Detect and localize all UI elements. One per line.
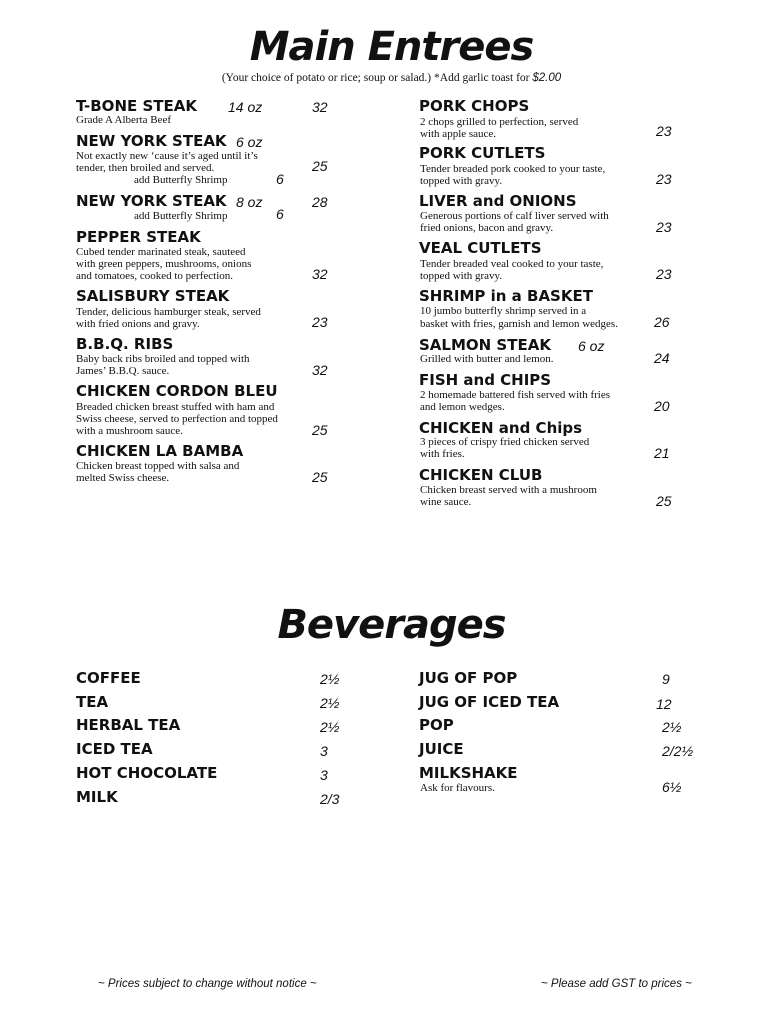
entree-name: CHICKEN CORDON BLEU bbox=[76, 382, 278, 400]
beverage-price: 2½ bbox=[320, 695, 340, 711]
entree-name: CHICKEN CLUB bbox=[419, 466, 543, 484]
entree-price: 28 bbox=[312, 194, 328, 210]
footer-price-notice: ~ Prices subject to change without notice ~ bbox=[98, 978, 317, 990]
entree-name: FISH and CHIPS bbox=[419, 371, 552, 389]
beverage-name: POP bbox=[419, 716, 454, 734]
beverages-title: Beverages bbox=[277, 602, 506, 648]
entree-size: 6 oz bbox=[236, 134, 263, 150]
entree-addon: add Butterfly Shrimp bbox=[134, 174, 228, 186]
entree-name: CHICKEN and Chips bbox=[419, 419, 583, 437]
entree-name: T-BONE STEAK bbox=[76, 97, 197, 115]
entree-desc: with a mushroom sauce. bbox=[76, 425, 183, 437]
beverage-price: 2½ bbox=[320, 719, 340, 735]
entree-name: NEW YORK STEAK bbox=[76, 192, 227, 210]
entree-desc: wine sauce. bbox=[420, 496, 472, 508]
entree-desc: Breaded chicken breast stuffed with ham and bbox=[76, 401, 275, 413]
entree-price: 25 bbox=[312, 469, 328, 485]
footer-gst-notice: ~ Please add GST to prices ~ bbox=[541, 978, 692, 990]
entree-price: 23 bbox=[656, 123, 672, 139]
entree-price: 23 bbox=[656, 219, 672, 235]
entree-name: PORK CHOPS bbox=[419, 97, 530, 115]
beverage-name: JUICE bbox=[419, 740, 464, 758]
entree-desc: Not exactly new ‘cause it’s aged until it’s bbox=[76, 150, 258, 162]
entree-name: SALISBURY STEAK bbox=[76, 287, 230, 305]
entree-price: 24 bbox=[654, 350, 670, 366]
entree-desc: 2 homemade battered fish served with fries bbox=[420, 389, 610, 401]
entree-name: SHRIMP in a BASKET bbox=[419, 287, 593, 305]
beverage-price: 2½ bbox=[320, 671, 340, 687]
entree-desc: Baby back ribs broiled and topped with bbox=[76, 353, 250, 365]
entree-desc: Grade A Alberta Beef bbox=[76, 114, 171, 126]
entree-desc: Chicken breast served with a mushroom bbox=[420, 484, 597, 496]
entree-desc: Tender, delicious hamburger steak, served bbox=[76, 306, 261, 318]
entree-price: 21 bbox=[654, 445, 670, 461]
entree-addon: add Butterfly Shrimp bbox=[134, 210, 228, 222]
entree-desc: Chicken breast topped with salsa and bbox=[76, 460, 240, 472]
beverage-name: COFFEE bbox=[76, 669, 141, 687]
entree-price: 32 bbox=[312, 99, 328, 115]
beverage-price: 6½ bbox=[662, 779, 682, 795]
beverage-desc: Ask for flavours. bbox=[420, 782, 495, 794]
entree-price: 23 bbox=[656, 266, 672, 282]
entree-name: SALMON STEAK bbox=[419, 336, 551, 354]
beverage-name: TEA bbox=[76, 693, 109, 711]
entree-desc: and lemon wedges. bbox=[420, 401, 505, 413]
beverage-price: 9 bbox=[662, 671, 670, 687]
entree-price: 32 bbox=[312, 362, 328, 378]
beverage-price: 12 bbox=[656, 696, 672, 712]
entree-price: 20 bbox=[654, 398, 670, 414]
entree-desc: 10 jumbo butterfly shrimp served in a bbox=[420, 305, 587, 317]
beverage-name: JUG OF ICED TEA bbox=[419, 693, 560, 711]
beverage-price: 3 bbox=[320, 767, 328, 783]
entree-price: 25 bbox=[312, 422, 328, 438]
entree-size: 6 oz bbox=[578, 338, 605, 354]
entree-desc: Grilled with butter and lemon. bbox=[420, 353, 554, 365]
beverage-name: MILK bbox=[76, 788, 118, 806]
entree-addon-price: 6 bbox=[276, 171, 284, 187]
entree-price: 26 bbox=[654, 314, 670, 330]
entree-desc: topped with gravy. bbox=[420, 175, 503, 187]
entree-desc: with fries. bbox=[420, 448, 465, 460]
entree-desc: Tender breaded veal cooked to your taste, bbox=[420, 258, 604, 270]
garlic-toast-price: $2.00 bbox=[532, 72, 562, 84]
beverage-price: 2/3 bbox=[320, 791, 340, 807]
entree-desc: with green peppers, mushrooms, onions bbox=[76, 258, 252, 270]
entree-desc: 2 chops grilled to perfection, served bbox=[420, 116, 579, 128]
beverage-price: 2½ bbox=[662, 719, 682, 735]
entree-desc: fried onions, bacon and gravy. bbox=[420, 222, 554, 234]
beverage-name: HOT CHOCOLATE bbox=[76, 764, 218, 782]
entree-name: PEPPER STEAK bbox=[76, 228, 201, 246]
entree-size: 8 oz bbox=[236, 194, 263, 210]
entree-price: 25 bbox=[656, 493, 672, 509]
beverage-name: MILKSHAKE bbox=[419, 764, 518, 782]
entree-desc: 3 pieces of crispy fried chicken served bbox=[420, 436, 590, 448]
entree-price: 23 bbox=[312, 314, 328, 330]
entree-desc: melted Swiss cheese. bbox=[76, 472, 170, 484]
entree-desc: with apple sauce. bbox=[420, 128, 497, 140]
beverage-price: 3 bbox=[320, 743, 328, 759]
beverage-name: ICED TEA bbox=[76, 740, 153, 758]
entree-desc: Cubed tender marinated steak, sauteed bbox=[76, 246, 246, 258]
entree-name: CHICKEN LA BAMBA bbox=[76, 442, 244, 460]
entrees-subtitle bbox=[0, 72, 783, 84]
entree-price: 23 bbox=[656, 171, 672, 187]
beverage-price: 2/2½ bbox=[662, 743, 694, 759]
entree-desc: basket with fries, garnish and lemon wedges. bbox=[420, 318, 618, 330]
subtitle-text: (Your choice of potato or rice; soup or salad.) *Add garlic toast for bbox=[221, 72, 530, 84]
entree-desc: tender, then broiled and served. bbox=[76, 162, 215, 174]
entree-desc: and tomatoes, cooked to perfection. bbox=[76, 270, 234, 282]
entree-desc: with fried onions and gravy. bbox=[76, 318, 200, 330]
entree-desc: Swiss cheese, served to perfection and topped bbox=[76, 413, 278, 425]
entree-price: 25 bbox=[312, 158, 328, 174]
beverage-name: JUG OF POP bbox=[419, 669, 518, 687]
entree-name: LIVER and ONIONS bbox=[419, 192, 577, 210]
entree-name: PORK CUTLETS bbox=[419, 144, 546, 162]
entree-desc: James’ B.B.Q. sauce. bbox=[76, 365, 170, 377]
entree-size: 14 oz bbox=[228, 99, 263, 115]
entree-desc: topped with gravy. bbox=[420, 270, 503, 282]
entree-name: VEAL CUTLETS bbox=[419, 239, 542, 257]
entree-name: NEW YORK STEAK bbox=[76, 132, 227, 150]
entree-name: B.B.Q. RIBS bbox=[76, 335, 174, 353]
entree-addon-price: 6 bbox=[276, 206, 284, 222]
beverage-name: HERBAL TEA bbox=[76, 716, 181, 734]
entree-desc: Tender breaded pork cooked to your taste, bbox=[420, 163, 606, 175]
entree-price: 32 bbox=[312, 266, 328, 282]
entree-desc: Generous portions of calf liver served with bbox=[420, 210, 609, 222]
entrees-title: Main Entrees bbox=[249, 24, 534, 70]
